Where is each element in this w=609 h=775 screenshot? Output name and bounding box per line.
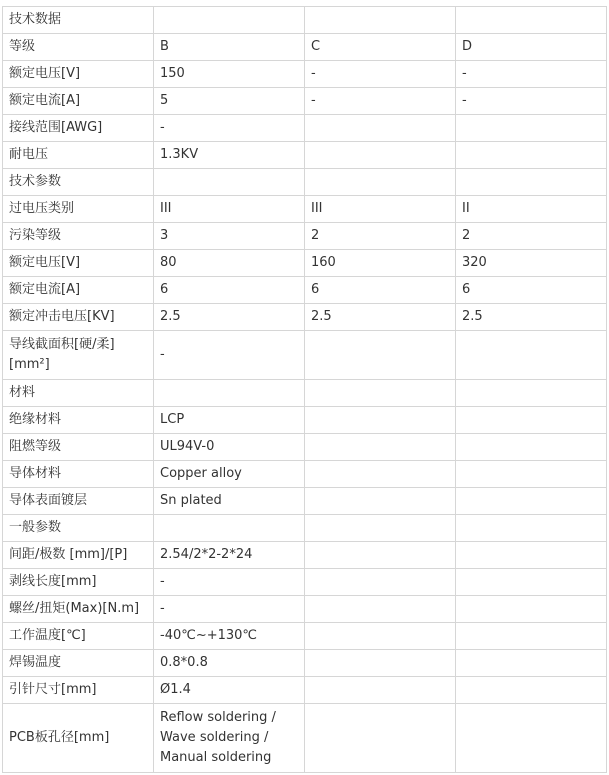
table-cell: 2.54/2*2-2*24: [154, 542, 305, 569]
table-cell: [154, 7, 305, 34]
row-label: 接线范围[AWG]: [3, 115, 154, 142]
table-cell: [305, 434, 456, 461]
row-label: 额定电流[A]: [3, 277, 154, 304]
row-label: 导体表面镀层: [3, 488, 154, 515]
table-cell: [305, 596, 456, 623]
table-cell: -: [456, 61, 607, 88]
table-cell: [456, 569, 607, 596]
table-row: [3, 304, 607, 331]
table-row: [3, 34, 607, 61]
table-cell: 0.8*0.8: [154, 650, 305, 677]
table-cell: 6: [456, 277, 607, 304]
table-cell: [456, 515, 607, 542]
table-cell: [456, 596, 607, 623]
table-row: [3, 650, 607, 677]
table-cell: -: [305, 88, 456, 115]
table-row: [3, 169, 607, 196]
table-row: [3, 407, 607, 434]
table-cell: [305, 331, 456, 380]
table-cell: [456, 704, 607, 773]
table-cell: -: [154, 331, 305, 380]
table-cell: UL94V-0: [154, 434, 305, 461]
table-cell: III: [154, 196, 305, 223]
table-row: [3, 704, 607, 773]
table-cell: [305, 650, 456, 677]
row-label: 螺丝/扭矩(Max)[N.m]: [3, 596, 154, 623]
table-row: [3, 515, 607, 542]
table-row: [3, 7, 607, 34]
table-row: [3, 223, 607, 250]
table-cell: II: [456, 196, 607, 223]
table-cell: 1.3KV: [154, 142, 305, 169]
table-cell: [154, 169, 305, 196]
table-row: [3, 331, 607, 380]
table-cell: 6: [305, 277, 456, 304]
table-row: [3, 488, 607, 515]
table-cell: [305, 569, 456, 596]
row-label: 导体材料: [3, 461, 154, 488]
table-row: [3, 596, 607, 623]
table-cell: [456, 542, 607, 569]
table-cell: [305, 704, 456, 773]
table-row: [3, 196, 607, 223]
table-cell: 2.5: [456, 304, 607, 331]
table-cell: [305, 623, 456, 650]
table-cell: [456, 677, 607, 704]
table-row: [3, 542, 607, 569]
table-row: [3, 142, 607, 169]
table-cell: Sn plated: [154, 488, 305, 515]
table-cell: -: [154, 115, 305, 142]
table-row: [3, 623, 607, 650]
table-cell: 2: [456, 223, 607, 250]
table-cell: 150: [154, 61, 305, 88]
row-label: 工作温度[℃]: [3, 623, 154, 650]
table-cell: Ø1.4: [154, 677, 305, 704]
row-label: 额定冲击电压[KV]: [3, 304, 154, 331]
table-cell: [305, 677, 456, 704]
table-cell: D: [456, 34, 607, 61]
table-cell: [305, 142, 456, 169]
table-cell: 3: [154, 223, 305, 250]
row-label: 剥线长度[mm]: [3, 569, 154, 596]
table-cell: 6: [154, 277, 305, 304]
table-cell: 5: [154, 88, 305, 115]
table-cell: [305, 542, 456, 569]
table-row: [3, 380, 607, 407]
table-cell: 2: [305, 223, 456, 250]
table-row: [3, 88, 607, 115]
table-cell: [456, 7, 607, 34]
table-cell: [456, 461, 607, 488]
table-cell: B: [154, 34, 305, 61]
row-label: 过电压类别: [3, 196, 154, 223]
row-label: 额定电流[A]: [3, 88, 154, 115]
table-cell: [305, 7, 456, 34]
table-cell: 2.5: [154, 304, 305, 331]
table-cell: [456, 380, 607, 407]
table-cell: [305, 461, 456, 488]
table-cell: [456, 331, 607, 380]
table-cell: -: [154, 569, 305, 596]
table-row: [3, 61, 607, 88]
row-label: 额定电压[V]: [3, 250, 154, 277]
table-cell: 160: [305, 250, 456, 277]
table-cell: -: [154, 596, 305, 623]
table-cell: LCP: [154, 407, 305, 434]
table-cell: [154, 515, 305, 542]
row-label: 焊锡温度: [3, 650, 154, 677]
row-label: 等级: [3, 34, 154, 61]
section-title: 一般参数: [3, 515, 154, 542]
table-row: [3, 277, 607, 304]
table-cell: 80: [154, 250, 305, 277]
row-label: 耐电压: [3, 142, 154, 169]
table-cell: [456, 488, 607, 515]
table-cell: Reflow soldering / Wave soldering / Manual soldering: [154, 704, 305, 773]
row-label: 额定电压[V]: [3, 61, 154, 88]
table-cell: Copper alloy: [154, 461, 305, 488]
table-cell: [456, 650, 607, 677]
section-title: 技术数据: [3, 7, 154, 34]
table-cell: [305, 515, 456, 542]
table-cell: 320: [456, 250, 607, 277]
table-row: [3, 677, 607, 704]
row-label: 间距/极数 [mm]/[P]: [3, 542, 154, 569]
row-label: 污染等级: [3, 223, 154, 250]
table-row: [3, 115, 607, 142]
table-cell: [456, 434, 607, 461]
table-cell: [456, 623, 607, 650]
table-cell: [305, 169, 456, 196]
table-row: [3, 569, 607, 596]
table-cell: [456, 169, 607, 196]
table-cell: [305, 488, 456, 515]
table-cell: -: [456, 88, 607, 115]
row-label: PCB板孔径[mm]: [3, 704, 154, 773]
spec-table: [2, 6, 607, 773]
table-row: [3, 250, 607, 277]
table-cell: -40℃~+130℃: [154, 623, 305, 650]
row-label: 绝缘材料: [3, 407, 154, 434]
table-cell: [305, 380, 456, 407]
row-label: 阻燃等级: [3, 434, 154, 461]
table-cell: [456, 115, 607, 142]
row-label: 引针尺寸[mm]: [3, 677, 154, 704]
table-cell: III: [305, 196, 456, 223]
table-cell: [305, 407, 456, 434]
table-cell: [456, 142, 607, 169]
section-title: 材料: [3, 380, 154, 407]
table-cell: [154, 380, 305, 407]
table-cell: -: [305, 61, 456, 88]
table-cell: [305, 115, 456, 142]
table-row: [3, 434, 607, 461]
section-title: 技术参数: [3, 169, 154, 196]
table-cell: [456, 407, 607, 434]
table-cell: 2.5: [305, 304, 456, 331]
row-label: 导线截面积[硬/柔][mm²]: [3, 331, 154, 380]
table-row: [3, 461, 607, 488]
table-cell: C: [305, 34, 456, 61]
